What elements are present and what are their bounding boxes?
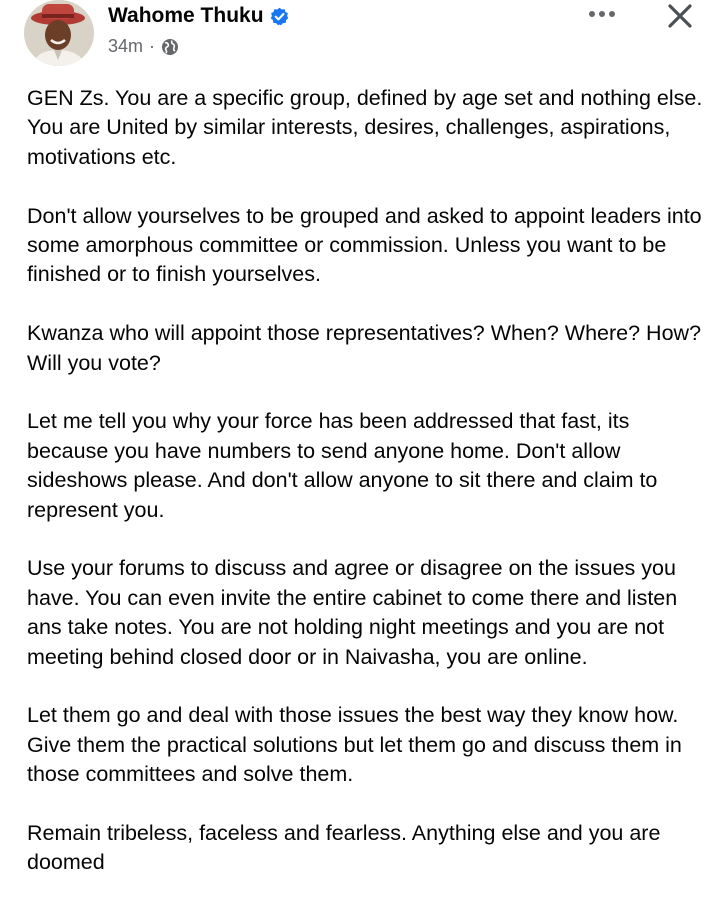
post-header xyxy=(0,0,720,70)
post-paragraph: Kwanza who will appoint those representatives? When? Where? How? Will you vote? xyxy=(27,321,702,375)
post-paragraph: Don't allow yourselves to be grouped and asked to appoint leaders into some amorphous committee or commission. Unless you want to be finished or to finish yourselves. xyxy=(27,203,702,287)
post-paragraph: Let me tell you why your force has been addressed that fast, its because you have numbers to send anyone home. Don't allow sideshows please. And don't allow anyone to sit there and claim to represent you. xyxy=(27,409,658,522)
avatar-image xyxy=(24,0,94,66)
post-meta xyxy=(108,36,179,57)
more-options-button[interactable] xyxy=(584,2,620,26)
avatar[interactable] xyxy=(24,0,94,66)
verified-badge-icon xyxy=(270,7,289,26)
post-paragraph: Let them go and deal with those issues the best way they know how. Give them the practical solutions but let them go and discuss them in those committees and solve them. xyxy=(27,703,682,787)
globe-icon[interactable] xyxy=(161,38,179,56)
post-paragraph: GEN Zs. You are a specific group, defined by age set and nothing else. You are United by similar interests, desires, challenges, aspirations, motivations etc. xyxy=(27,86,703,169)
post-timestamp[interactable]: 34m xyxy=(108,36,144,56)
author-name[interactable]: Wahome Thuku xyxy=(108,4,264,27)
post-body xyxy=(27,84,707,878)
more-options-icon xyxy=(587,10,617,18)
post-paragraph: Use your forums to discuss and agree or disagree on the issues you have. You can even invite the entire cabinet to come there and listen ans take notes. You are not holding night meetings and you are not meeting behind closed door or in Naivasha, you are online. xyxy=(27,556,678,669)
close-icon xyxy=(666,2,694,30)
author-name-row xyxy=(108,4,289,28)
meta-separator: · xyxy=(149,36,156,56)
close-button[interactable] xyxy=(662,0,698,32)
post-paragraph: Remain tribeless, faceless and fearless. Anything else and you are doomed xyxy=(27,821,661,875)
